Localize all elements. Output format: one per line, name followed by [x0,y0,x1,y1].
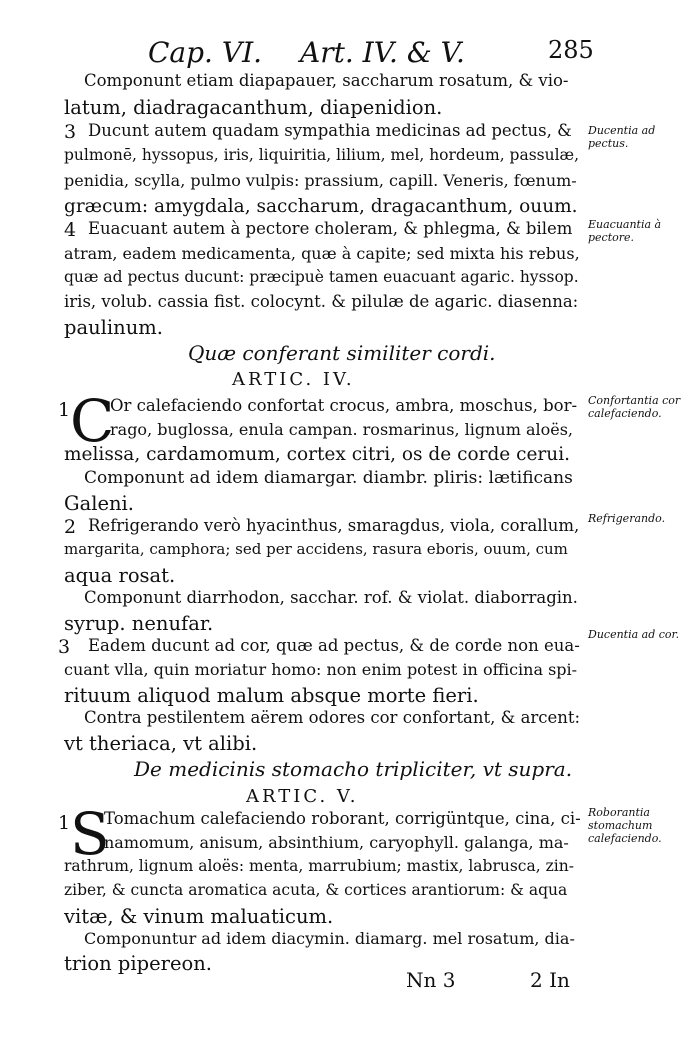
text-line: namomum, anisum, absinthium, caryophyll. galanga, ma- [104,833,569,852]
text-line: vitæ, & vinum maluaticum. [64,905,334,928]
text-line: Componuntur ad idem diacymin. diamarg. mel rosatum, dia- [84,929,575,948]
text-line: margarita, camphora; sed per accidens, rasura eboris, ouum, cum [64,540,568,558]
article-label: ARTIC. IV. [232,369,355,390]
text-line: iris, volub. cassia fist. colocynt. & pilulæ de agaric. diasenna: [64,292,579,311]
text-line: atram, eadem medicamenta, quæ à capite; sed mixta his rebus, [64,244,580,263]
text-line: Componunt diarrhodon, sacchar. rof. & violat. diaborragin. [84,588,578,607]
text-line: Contra pestilentem aërem odores cor confortant, & arcent: [84,708,581,727]
text-line: trion pipereon. [64,952,212,975]
text-line: syrup. nenufar. [64,612,214,635]
text-line: Or calefaciendo confortat crocus, ambra, moschus, bor- [110,396,578,415]
text-line: aqua rosat. [64,564,176,587]
item-number: 1 [58,812,71,834]
text-line: Tomachum calefaciendo roborant, corrigüntque, cina, ci- [104,809,581,828]
catchword: 2 In [530,968,570,992]
text-line: Componunt etiam diapapauer, saccharum rosatum, & vio- [84,71,569,90]
item-number: 1 [58,399,71,421]
text-line: ziber, & cuncta aromatica acuta, & cortices arantiorum: & aqua [64,881,568,899]
margin-note: Refrigerando. [588,512,666,525]
text-line: Euacuant autem à pectore choleram, & phlegma, & bilem [88,219,573,238]
text-line: Refrigerando verò hyacinthus, smaragdus, viola, corallum, [88,516,580,535]
drop-capital: S [70,800,110,868]
article-label: ARTIC. V. [246,786,359,807]
text-line: græcum: amygdala, saccharum, dragacanthum, ouum. [64,196,578,217]
margin-note: Confortantia cor calefaciendo. [588,394,681,420]
article-title: Art. IV. & V. [300,36,465,69]
text-line: quæ ad pectus ducunt: præcipuè tamen euacuant agaric. hyssop. [64,268,579,286]
text-line: pulmonē, hyssopus, iris, liquiritia, lilium, mel, hordeum, passulæ, [64,146,580,164]
section-heading: De medicinis stomacho tripliciter, vt supra. [134,757,573,781]
text-line: penidia, scylla, pulmo vulpis: prassium, capill. Veneris, fœnum- [64,171,577,190]
margin-note: Roborantia stomachum calefaciendo. [588,806,662,845]
text-line: latum, diadragacanthum, diapenidion. [64,96,443,119]
text-line: Eadem ducunt ad cor, quæ ad pectus, & de corde non eua- [88,636,580,655]
page-number: 285 [548,36,594,64]
margin-note: Ducentia ad pectus. [588,124,656,150]
signature-mark: Nn 3 [406,968,456,992]
item-number: 3 [58,636,71,658]
margin-note: Ducentia ad cor. [588,628,680,641]
text-line: vt theriaca, vt alibi. [64,732,258,755]
text-line: Galeni. [64,492,134,515]
drop-capital: C [70,387,115,455]
text-line: paulinum. [64,316,163,339]
text-line: rathrum, lignum aloës: menta, marrubium; mastix, labrusca, zin- [64,857,574,875]
text-line: cuant vlla, quin moriatur homo: non enim potest in officina spi- [64,660,578,679]
text-line: rago, buglossa, enula campan. rosmarinus, lignum aloës, [110,420,574,439]
text-line: rituum aliquod malum absque morte fieri. [64,684,479,707]
section-heading: Quæ conferant similiter cordi. [188,341,496,365]
item-number: 4 [64,219,77,241]
text-line: Ducunt autem quadam sympathia medicinas ad pectus, & [88,121,572,140]
chapter-title: Cap. VI. [148,36,263,69]
item-number: 3 [64,121,77,143]
text-line: melissa, cardamomum, cortex citri, os de corde cerui. [64,444,570,465]
margin-note: Euacuantia à pectore. [588,218,662,244]
text-line: Componunt ad idem diamargar. diambr. pliris: lætificans [84,468,573,488]
item-number: 2 [64,516,77,538]
